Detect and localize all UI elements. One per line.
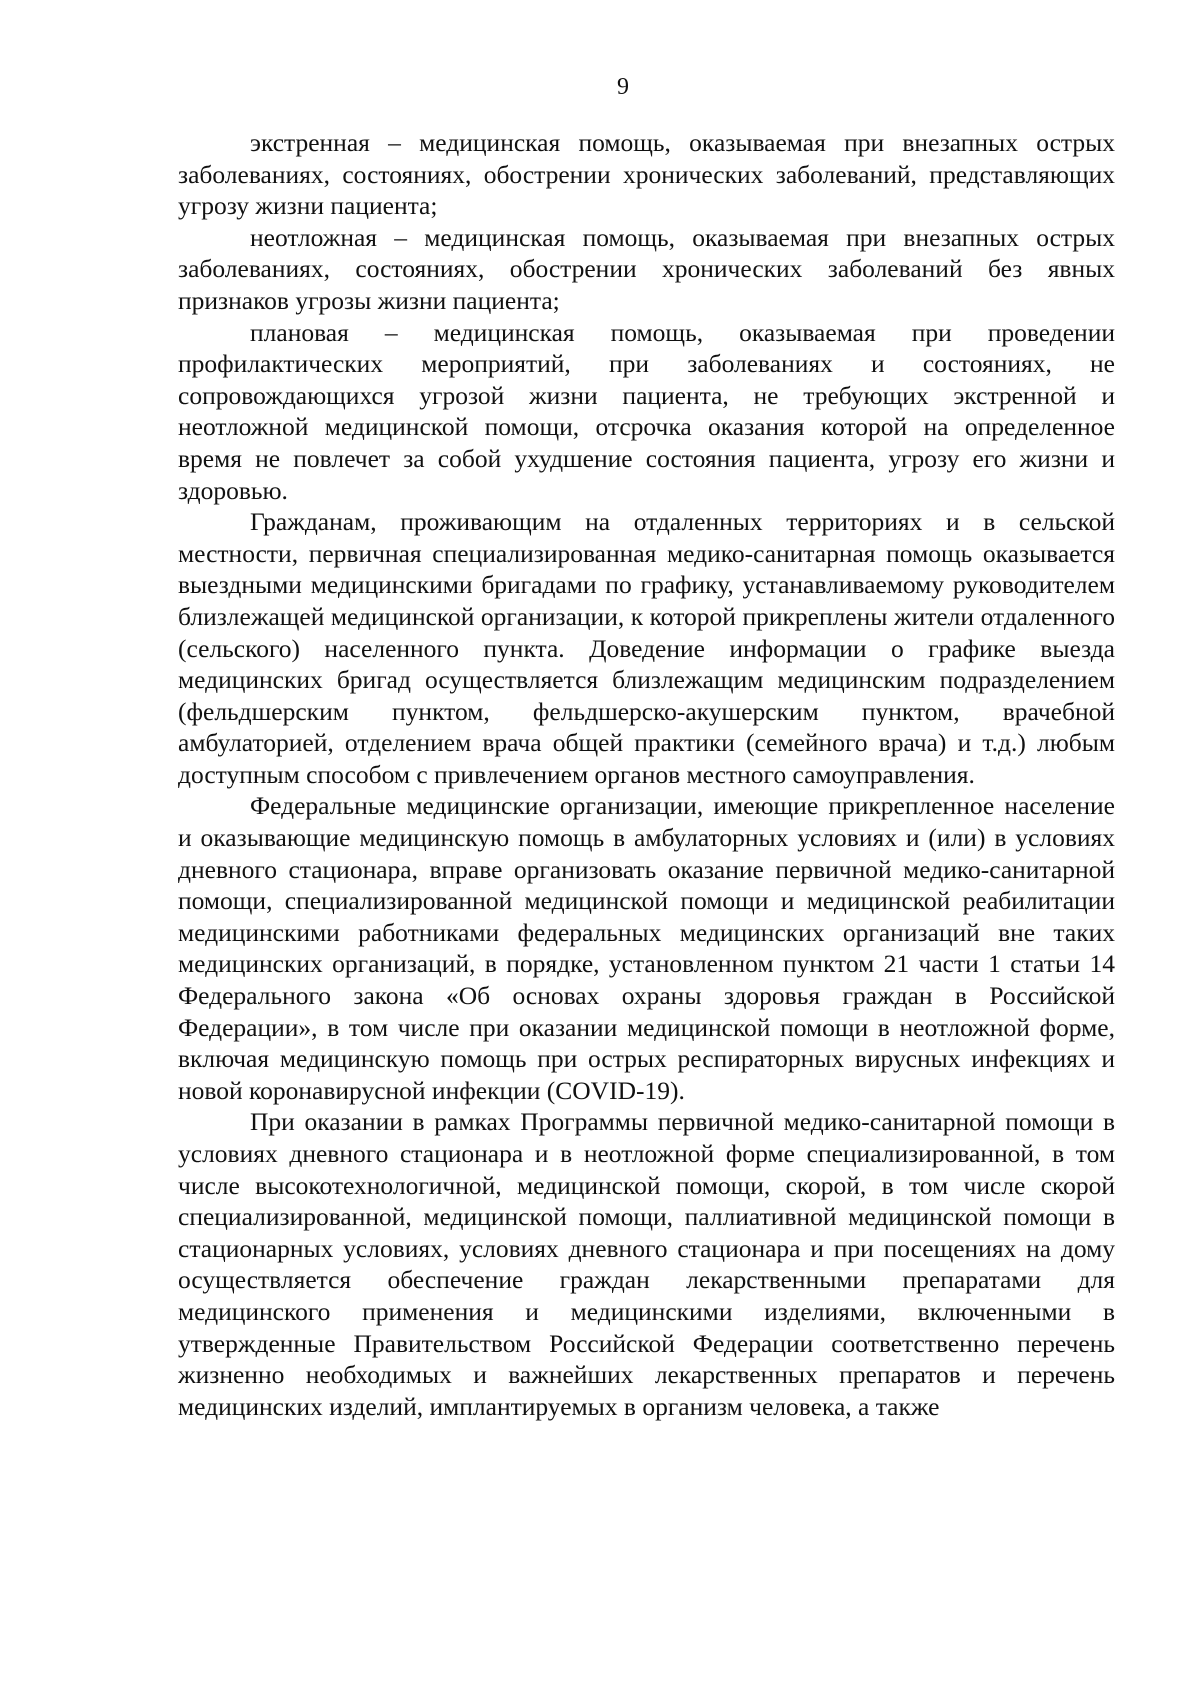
paragraph-planned-care: плановая – медицинская помощь, оказываемая при проведении профилактических мероприятий, при заболеваниях и состояниях, не сопровождающихся угрозой жизни пациента, не требующих экстренной и неотложной медицинской помощи, отсрочка оказания которой на определенное время не повлечет за собой ухудшение состояния пациента, угрозу его жизни и здоровью. [178,317,1115,505]
paragraph-remote-territories: Гражданам, проживающим на отдаленных территориях и в сельской местности, первичная специализированная медико-санитарная помощь оказывается выездными медицинскими бригадами по графику, устанавливаемому руководителем близлежащей медицинской организации, к которой прикреплены жители отдаленного (сельского) населенного пункта. Доведение информации о графике выезда медицинских бригад осуществляется близлежащим медицинским подразделением (фельдшерским пунктом, фельдшерско-акушерским пунктом, врачебной амбулаторией, отделением врача общей практики (семейного врача) и т.д.) любым доступным способом с привлечением органов местного самоуправления. [178,507,1115,789]
paragraph-medication-provision: При оказании в рамках Программы первичной медико-санитарной помощи в условиях дневного стационара и в неотложной форме специализированной, в том числе высокотехнологичной, медицинской помощи, скорой, в том числе скорой специализированной, медицинской помощи, паллиативной медицинской помощи в стационарных условиях, условиях дневного стационара и при посещениях на дому осуществляется обеспечение граждан лекарственными препаратами для медицинского применения и медицинскими изделиями, включенными в утвержденные Правительством Российской Федерации соответственно перечень жизненно необходимых и важнейших лекарственных препаратов и перечень медицинских изделий, имплантируемых в организм человека, а также [178,1107,1115,1421]
paragraph-federal-organizations: Федеральные медицинские организации, имеющие прикрепленное население и оказывающие медицинскую помощь в амбулаторных условиях и (или) в условиях дневного стационара, вправе организовать оказание первичной медико-санитарной помощи, специализированной медицинской помощи и медицинской реабилитации медицинскими работниками федеральных медицинских организаций вне таких медицинских организаций, в порядке, установленном пунктом 21 части 1 статьи 14 Федерального закона «Об основах охраны здоровья граждан в Российской Федерации», в том числе при оказании медицинской помощи в неотложной форме, включая медицинскую помощь при острых респираторных вирусных инфекциях и новой коронавирусной инфекции (COVID-19). [178,791,1115,1105]
page-number: 9 [617,74,629,100]
paragraph-urgent-care: неотложная – медицинская помощь, оказываемая при внезапных острых заболеваниях, состояниях, обострении хронических заболеваний без явных признаков угрозы жизни пациента; [178,222,1115,315]
paragraph-emergency-care: экстренная – медицинская помощь, оказываемая при внезапных острых заболеваниях, состояниях, обострении хронических заболеваний, представляющих угрозу жизни пациента; [178,128,1115,221]
document-body [178,127,1115,1422]
